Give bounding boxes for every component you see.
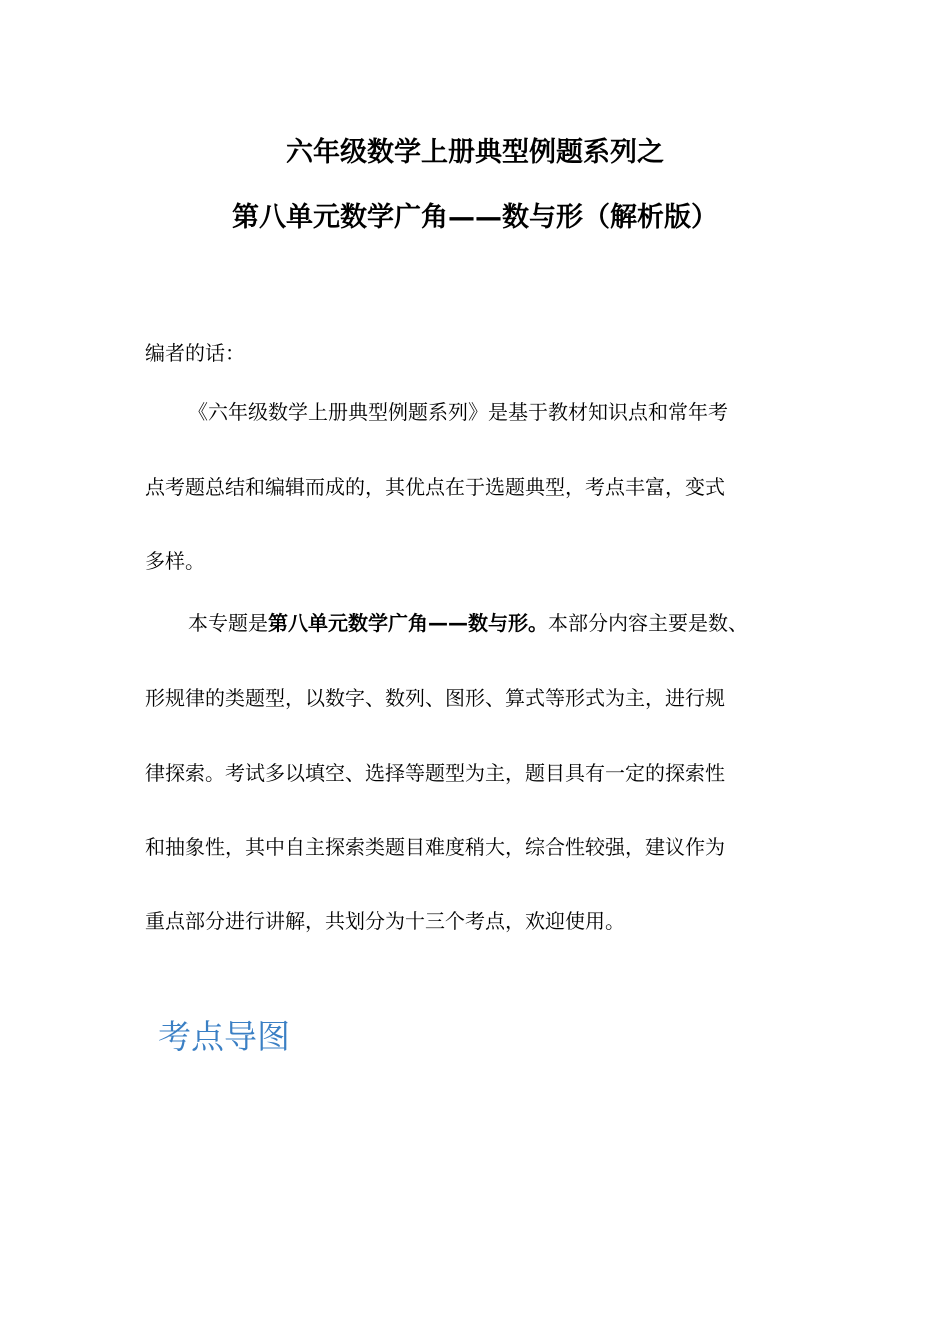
section-heading-knowledge-map: 考点导图 (158, 1017, 290, 1056)
paragraph-1-line-2: 点考题总结和编辑而成的，其优点在于选题典型，考点丰富，变式 (145, 475, 725, 499)
paragraph-2-topic-bold: 第八单元数学广角——数与形。 (268, 611, 548, 635)
paragraph-2-line-1 (188, 610, 853, 636)
paragraph-2-suffix: 本部分内容主要是数、 (548, 611, 748, 635)
document-title-line-2: 第八单元数学广角——数与形（解析版） (232, 202, 718, 233)
paragraph-2-line-3: 律探索。考试多以填空、选择等题型为主，题目具有一定的探索性 (145, 761, 725, 785)
document-title-line-1: 六年级数学上册典型例题系列之 (286, 137, 664, 168)
paragraph-2-line-2: 形规律的类题型，以数字、数列、图形、算式等形式为主，进行规 (145, 686, 725, 710)
paragraph-1-line-3: 多样。 (145, 549, 205, 573)
paragraph-1-line-1: 《六年级数学上册典型例题系列》是基于教材知识点和常年考 (188, 400, 728, 424)
paragraph-2-line-5: 重点部分进行讲解，共划分为十三个考点，欢迎使用。 (145, 909, 625, 933)
paragraph-2-prefix: 本专题是 (188, 611, 268, 635)
paragraph-2-line-4: 和抽象性，其中自主探索类题目难度稍大，综合性较强，建议作为 (145, 835, 725, 859)
editor-note-label: 编者的话： (145, 341, 245, 365)
